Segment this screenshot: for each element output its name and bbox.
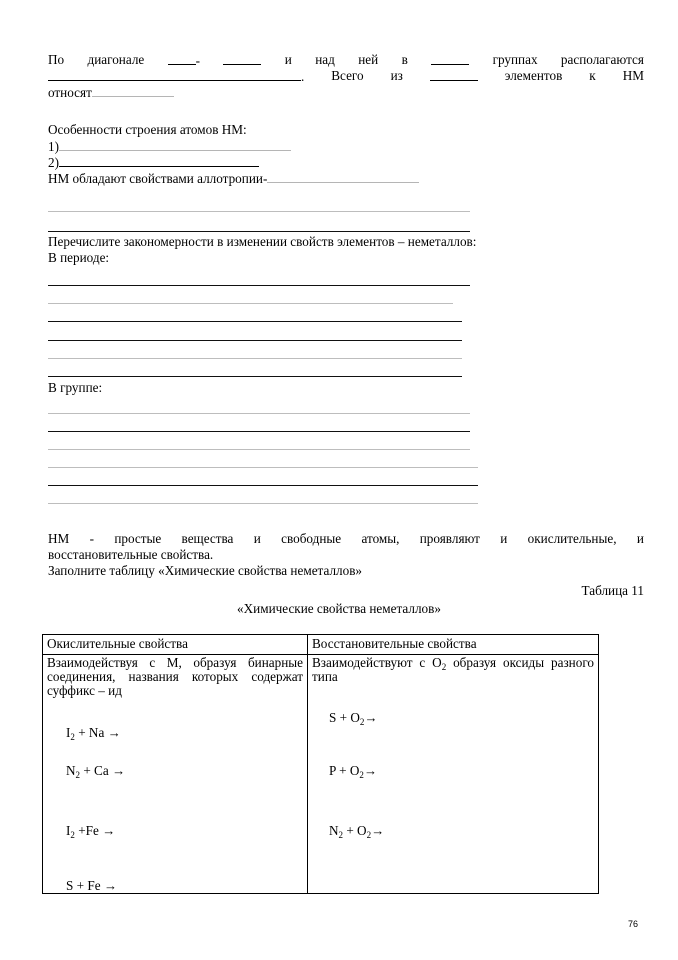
group-label: В группе: xyxy=(48,380,103,395)
prop-word: и xyxy=(636,531,644,546)
equation: $N_2 + O_2\to$ xyxy=(329,823,385,840)
table-label: Таблица 11 xyxy=(581,583,644,598)
prop-word: атомы, xyxy=(361,531,400,546)
table-row xyxy=(43,655,599,894)
answer-line xyxy=(48,485,478,486)
intro-word: Всего xyxy=(331,68,364,83)
intro-word: относят xyxy=(48,85,92,100)
answer-line xyxy=(48,376,462,377)
answer-line xyxy=(48,413,470,414)
intro-line-2 xyxy=(48,69,644,84)
intro-blank xyxy=(48,69,304,84)
intro-dash: - xyxy=(195,53,201,68)
table-title: «Химические свойства неметаллов» xyxy=(237,601,441,616)
intro-word: НМ xyxy=(622,68,644,83)
intro-word: диагонале xyxy=(87,52,145,67)
reducing-cell xyxy=(308,655,599,894)
intro-dot: . xyxy=(301,69,305,84)
prop-word: свободные xyxy=(281,531,342,546)
answer-line xyxy=(48,285,470,286)
allotropy-text: НМ обладают свойствами аллотропии- xyxy=(48,171,268,186)
intro-word: над xyxy=(315,52,335,67)
reducing-description: Взаимодействуют с $O_2$ образуя оксиды разного типа xyxy=(312,655,594,684)
prop-word: и xyxy=(500,531,508,546)
header-oxidizing: Окислительные свойства xyxy=(43,635,308,655)
header-reducing: Восстановительные свойства xyxy=(308,635,599,655)
intro-blank xyxy=(223,53,261,65)
equation: S + Fe → xyxy=(66,878,118,893)
structure-heading: Особенности строения атомов НМ: xyxy=(48,122,247,137)
intro-word: к xyxy=(589,68,596,83)
intro-blank xyxy=(430,69,478,81)
prop-word: НМ xyxy=(48,531,70,546)
prop-word: окислительные, xyxy=(527,531,617,546)
properties-line-2: восстановительные свойства. xyxy=(48,547,214,562)
intro-blank xyxy=(92,85,174,97)
item-number: 2) xyxy=(48,155,59,170)
properties-line-1 xyxy=(48,532,644,546)
structure-item-1 xyxy=(48,139,291,154)
prop-word: простые xyxy=(114,531,162,546)
answer-line xyxy=(48,340,462,341)
intro-word: По xyxy=(48,52,65,67)
intro-word: ней xyxy=(358,52,379,67)
equation: $P + O_2\to$ xyxy=(329,763,378,780)
answer-line xyxy=(48,449,470,450)
intro-line-3 xyxy=(48,85,174,100)
answer-line xyxy=(48,211,470,212)
equation: $N_2 + Ca$ → xyxy=(66,763,126,780)
intro-blank xyxy=(168,53,200,68)
intro-blank xyxy=(431,53,469,65)
answer-blank xyxy=(59,139,291,151)
answer-line xyxy=(48,231,470,232)
prop-word: - xyxy=(89,531,94,546)
chemical-properties-table xyxy=(42,634,599,894)
intro-word: располагаются xyxy=(560,52,644,67)
prop-word: вещества xyxy=(181,531,234,546)
answer-blank xyxy=(59,155,259,167)
table-header-row xyxy=(43,635,599,655)
equation: $I_2 + Na$ → xyxy=(66,725,121,742)
table-instruction: Заполните таблицу «Химические свойства неметаллов» xyxy=(48,563,363,578)
structure-item-2 xyxy=(48,155,259,170)
equation: $I_2 +Fe$ → xyxy=(66,823,116,840)
intro-word: элементов xyxy=(504,68,563,83)
intro-word: из xyxy=(390,68,403,83)
answer-line xyxy=(48,431,470,432)
answer-line xyxy=(48,321,462,322)
intro-word: в xyxy=(401,52,408,67)
prop-word: и xyxy=(253,531,261,546)
trends-heading: Перечислите закономерности в изменении свойств элементов – неметаллов: xyxy=(48,234,477,249)
oxidizing-cell xyxy=(43,655,308,894)
page-number: 76 xyxy=(628,919,639,929)
intro-word: и xyxy=(284,52,292,67)
period-label: В периоде: xyxy=(48,250,110,265)
answer-line xyxy=(48,303,453,304)
equation: $S + O_2\to$ xyxy=(329,710,378,727)
oxidizing-description: Взаимодействуя с М, образуя бинарные соединения, названия которых содержат суффикс – ид xyxy=(47,655,303,698)
answer-line xyxy=(48,503,478,504)
prop-word: проявляют xyxy=(419,531,480,546)
answer-line xyxy=(48,467,478,468)
intro-word: группах xyxy=(492,52,538,67)
answer-blank xyxy=(267,171,419,183)
item-number: 1) xyxy=(48,139,59,154)
answer-line xyxy=(48,358,462,359)
allotropy-line xyxy=(48,171,419,186)
intro-line-1 xyxy=(48,53,644,68)
